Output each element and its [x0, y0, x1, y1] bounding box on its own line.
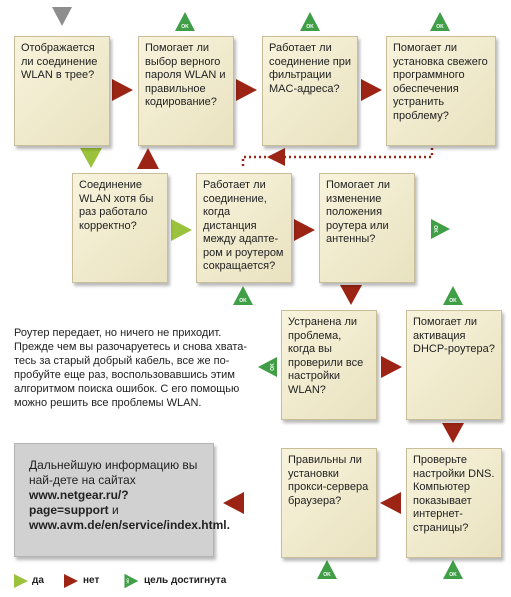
ok-badge-icon — [443, 286, 463, 305]
ok-badge-icon — [430, 12, 450, 31]
legend-no-icon — [64, 574, 78, 588]
no-arrow-icon — [380, 492, 401, 514]
node-dns-settings: Проверьте настройки DNS. Компьютер показывает интернет-страницы? — [406, 448, 502, 558]
yes-arrow-icon — [171, 219, 192, 241]
ok-badge-icon — [233, 286, 253, 305]
node-proxy-settings: Правильны ли установки прокси-сервера браузера? — [281, 448, 377, 558]
node-password-encoding: Помогает ли выбор верного пароля WLAN и правильное кодирование? — [138, 36, 234, 146]
ok-badge-icon — [431, 219, 450, 239]
final-info-text: Дальнейшую информацию вы най-дете на сайтах — [29, 458, 198, 487]
no-arrow-icon — [236, 79, 257, 101]
node-dhcp: Помогает ли активация DHCP-роутера? — [406, 310, 502, 420]
legend-yes-label: да — [32, 575, 44, 586]
node-wlan-in-tray: Отображается ли соединение WLAN в трее? — [14, 36, 110, 146]
final-info-conjunction: и — [108, 503, 119, 517]
intro-paragraph: Роутер передает, но ничего не приходит. Прежде чем вы разочаруетесь и снова хвата-тесь за старый добрый кабель, все же по-пробуйте еще раз, воспользовавшись этим алгоритмом поиска ошибок. С его помощью можно решить все проблемы WLAN. — [14, 327, 248, 409]
no-arrow-icon — [442, 423, 464, 443]
legend-no-label: нет — [83, 575, 100, 586]
ok-badge-icon — [317, 560, 337, 579]
legend-yes-icon — [14, 574, 28, 588]
node-router-position: Помогает ли изменение положения роутера или антенны? — [319, 173, 415, 283]
dotted-arrowhead-icon — [267, 148, 285, 166]
no-arrow-icon — [294, 219, 315, 241]
netgear-link[interactable]: www.netgear.ru/?page=support — [29, 488, 129, 517]
ok-badge-icon — [300, 12, 320, 31]
ok-badge-icon — [443, 560, 463, 579]
no-arrow-icon — [381, 356, 402, 378]
node-ever-worked: Соединение WLAN хотя бы раз работало корректно? — [72, 173, 168, 283]
yes-arrow-icon — [80, 148, 102, 168]
no-arrow-icon — [137, 148, 159, 169]
node-distance-reduced: Работает ли соединение, когда дистанция между адапте-ром и роутером сокращается? — [196, 173, 292, 283]
node-mac-filter: Работает ли соединение при фильтрации MAC-адреса? — [262, 36, 358, 146]
no-arrow-icon — [340, 285, 362, 305]
final-info-box — [14, 443, 230, 557]
no-arrow-icon — [112, 79, 133, 101]
no-arrow-icon — [223, 492, 244, 514]
node-wlan-settings: Устранена ли проблема, когда вы проверили все настройки WLAN? — [281, 310, 377, 420]
ok-badge-icon — [175, 12, 195, 31]
start-arrow-icon — [52, 7, 72, 26]
no-arrow-icon — [361, 79, 382, 101]
node-software-update: Помогает ли установка свежего программного обеспечения устранить проблему? — [386, 36, 496, 146]
avm-link[interactable]: www.avm.de/en/service/index.html. — [29, 518, 230, 532]
legend-ok-label: цель достигнута — [144, 575, 227, 586]
legend-ok-icon — [124, 574, 138, 589]
